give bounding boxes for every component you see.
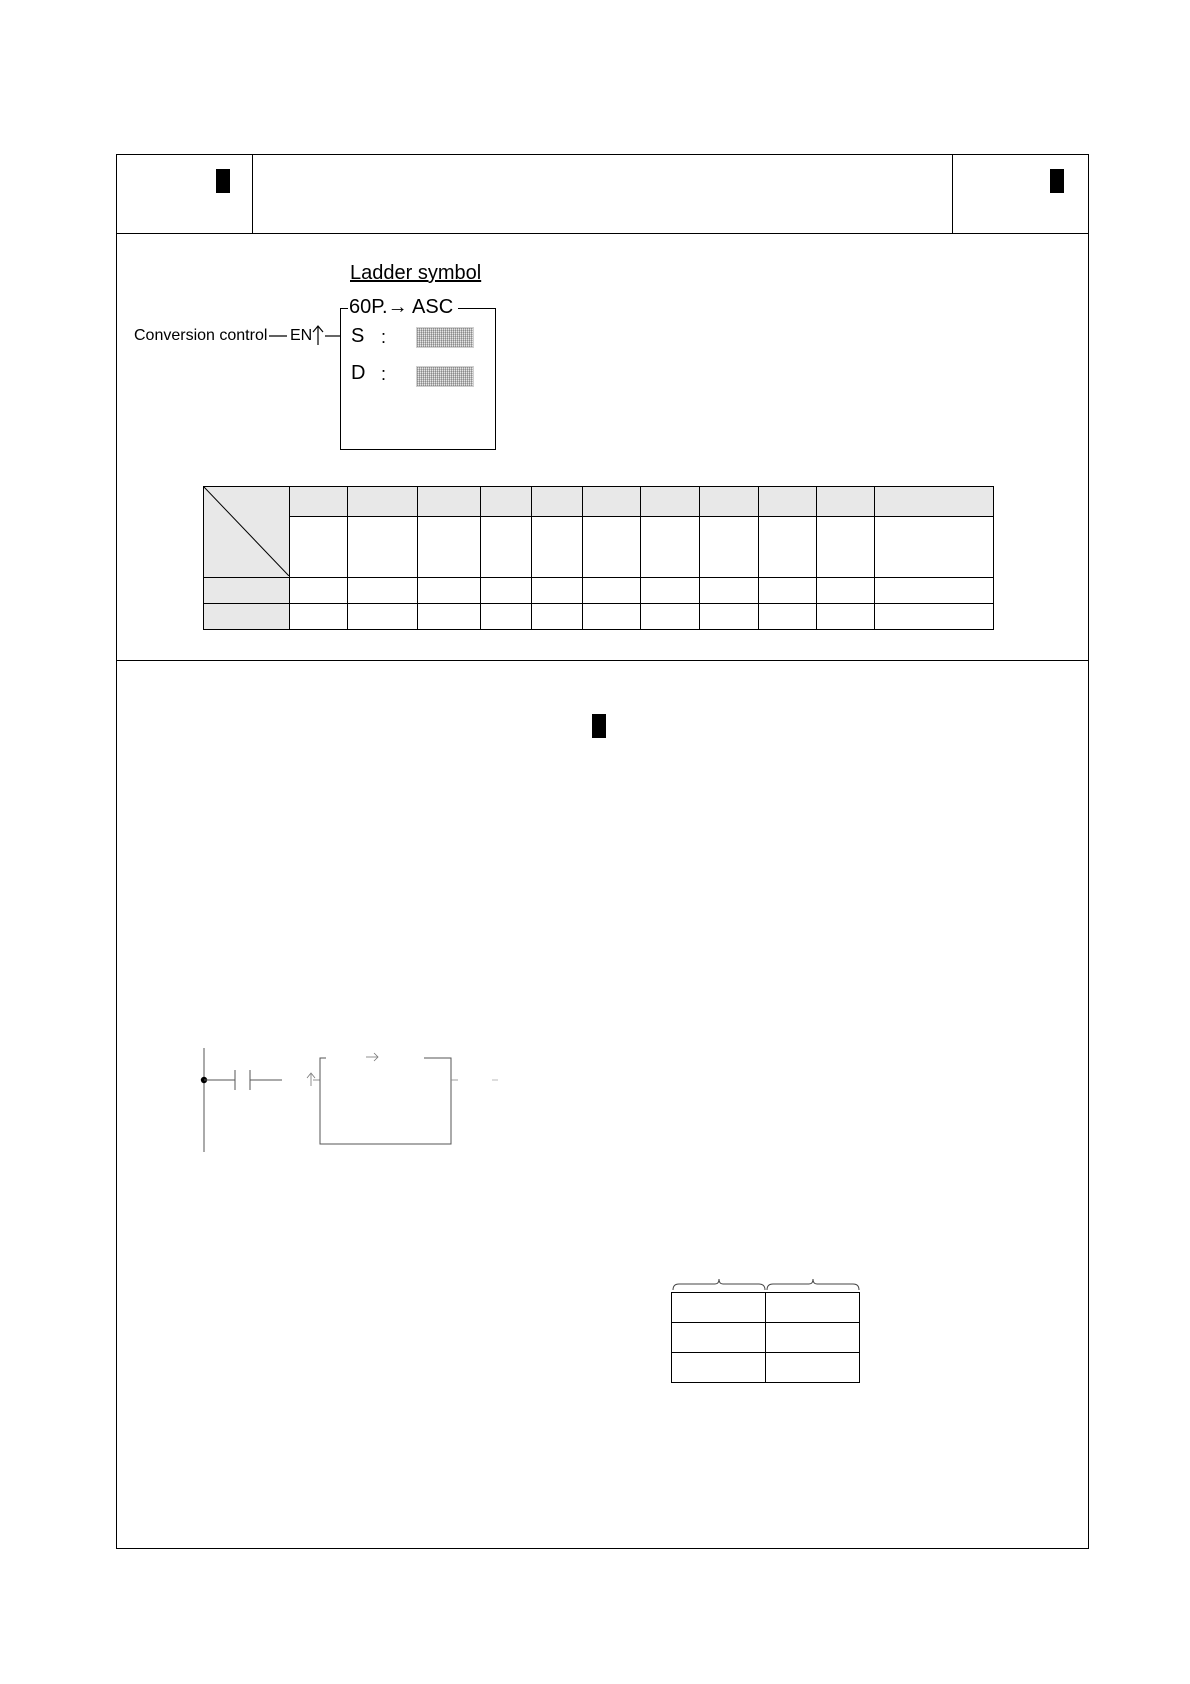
table-cell <box>759 604 817 630</box>
header-left-divider <box>252 154 253 234</box>
corner-diagonal <box>204 487 289 576</box>
subheader-cell <box>532 517 583 578</box>
header-right-divider <box>952 154 953 234</box>
subheader-cell <box>641 517 700 578</box>
table-cell <box>290 604 348 630</box>
header-cell <box>532 487 583 517</box>
table-cell <box>817 578 875 604</box>
header-cell <box>700 487 759 517</box>
subheader-cell <box>418 517 481 578</box>
operand-s-separator: : <box>381 327 387 347</box>
operand-d-separator: : <box>381 364 387 384</box>
table-cell <box>672 1293 766 1323</box>
operand-d-name: D <box>351 362 366 384</box>
table-cell <box>418 604 481 630</box>
row-header-cell <box>204 604 290 630</box>
table-cell <box>766 1293 860 1323</box>
table-cell <box>583 604 641 630</box>
operand-s-field <box>416 327 474 348</box>
table-cell <box>700 604 759 630</box>
operand-table <box>203 486 994 630</box>
operand-d-field <box>416 366 474 387</box>
table-cell <box>348 604 418 630</box>
table-cell <box>700 578 759 604</box>
section-divider <box>116 660 1089 661</box>
header-cell <box>290 487 348 517</box>
register-table <box>671 1292 860 1383</box>
table-cell <box>290 578 348 604</box>
table-cell <box>641 604 700 630</box>
section-marker <box>592 714 606 738</box>
subheader-cell <box>583 517 641 578</box>
subheader-cell <box>481 517 532 578</box>
header-cell <box>481 487 532 517</box>
instruction-block <box>320 1058 451 1144</box>
header-cell <box>583 487 641 517</box>
page-frame <box>116 154 1089 1549</box>
table-row <box>672 1353 860 1383</box>
table-cell <box>481 604 532 630</box>
table-cell <box>672 1323 766 1353</box>
header-bottom-rule <box>116 233 1089 234</box>
table-row <box>204 578 994 604</box>
ladder-symbol-title: Ladder symbol <box>350 262 482 284</box>
table-cell <box>481 578 532 604</box>
brace-left <box>673 1279 765 1290</box>
subheader-cell <box>759 517 817 578</box>
instruction-box-top-right <box>458 308 496 309</box>
table-row <box>204 604 994 630</box>
table-corner-cell <box>204 487 290 578</box>
table-cell <box>583 578 641 604</box>
table-cell <box>766 1353 860 1383</box>
table-cell <box>759 578 817 604</box>
table-cell <box>817 604 875 630</box>
subheader-cell <box>700 517 759 578</box>
subheader-cell <box>348 517 418 578</box>
brace-right <box>767 1279 859 1290</box>
table-cell <box>766 1323 860 1353</box>
table-row <box>672 1323 860 1353</box>
table-cell <box>418 578 481 604</box>
conversion-control-label: Conversion control <box>134 327 268 344</box>
en-label: EN <box>290 327 313 344</box>
table-row <box>672 1293 860 1323</box>
table-cell <box>348 578 418 604</box>
table-cell <box>672 1353 766 1383</box>
instruction-box-top-left <box>340 308 348 309</box>
table-cell <box>641 578 700 604</box>
subheader-cell <box>875 517 994 578</box>
header-left-marker <box>216 169 230 193</box>
table-cell <box>532 578 583 604</box>
row-header-cell <box>204 578 290 604</box>
header-cell <box>641 487 700 517</box>
table-cell <box>532 604 583 630</box>
operand-s-name: S <box>351 325 365 347</box>
instruction-name: 60P.→ ASC <box>349 296 454 318</box>
subheader-cell <box>817 517 875 578</box>
header-cell <box>348 487 418 517</box>
ladder-program-diagram <box>196 1044 506 1156</box>
subheader-cell <box>290 517 348 578</box>
header-cell <box>418 487 481 517</box>
header-cell <box>817 487 875 517</box>
header-cell <box>759 487 817 517</box>
table-cell <box>875 578 994 604</box>
header-right-marker <box>1050 169 1064 193</box>
table-cell <box>875 604 994 630</box>
header-cell <box>875 487 994 517</box>
